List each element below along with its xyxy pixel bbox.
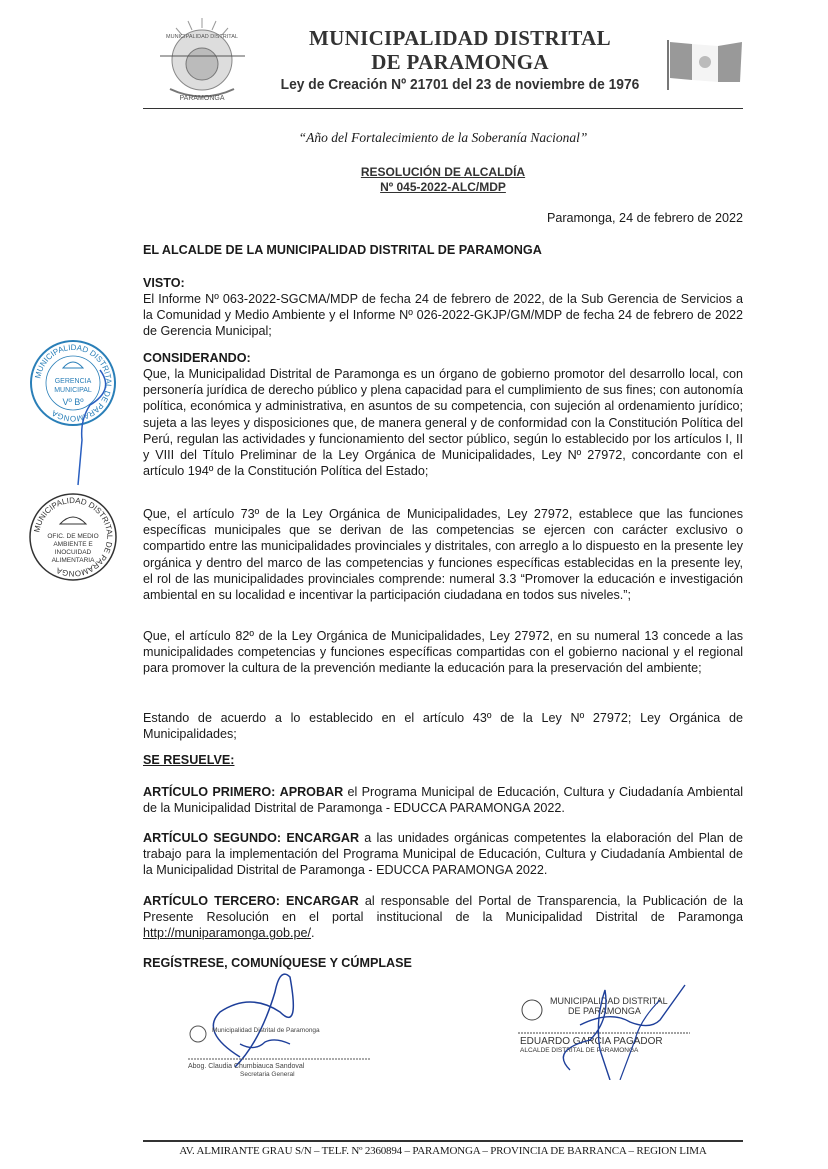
authority-heading: EL ALCALDE DE LA MUNICIPALIDAD DISTRITAL DE PARAMONGA: [143, 243, 542, 257]
considerando-paragraph: Estando de acuerdo a lo establecido en el artículo 43º de la Ley Nº 27972; Ley Orgánica de Municipalidades;: [143, 711, 743, 742]
mayor-entity-line1: MUNICIPALIDAD DISTRITAL: [550, 996, 668, 1006]
considerando-heading: CONSIDERANDO:: [143, 351, 251, 365]
resolution-date: Paramonga, 24 de febrero de 2022: [546, 211, 743, 225]
svg-text:GERENCIA: GERENCIA: [54, 378, 92, 385]
header-title-line2: DE PARAMONGA: [371, 50, 549, 74]
article-verb: ENCARGAR: [286, 894, 359, 908]
article-label: ARTÍCULO PRIMERO:: [143, 785, 276, 799]
mayor-name: EDUARDO GARCIA PAGADOR: [520, 1036, 663, 1047]
article-text: a las unidades orgánicas competentes la elaboración del Plan de trabajo para la implementación del Programa Municipal de Educación, Cultura y Ciudadanía Ambiental de la Municipalidad Distrital de Paramonga - EDUCCA PARAMONGA 2022.: [143, 831, 743, 878]
article-tercero: [143, 893, 743, 942]
svg-text:MUNICIPALIDAD DISTRITAL: MUNICIPALIDAD DISTRITAL: [166, 34, 238, 40]
resolution-number: Nº 045-2022-ALC/MDP: [380, 180, 506, 194]
year-motto: “Año del Fortalecimiento de la Soberanía Nacional”: [298, 130, 588, 145]
footer-address: AV. ALMIRANTE GRAU S/N – TELF. Nº 2360894 – PARAMONGA – PROVINCIA DE BARRANCA – REGION LIMA: [179, 1145, 707, 1157]
portal-link[interactable]: http://muniparamonga.gob.pe/: [143, 926, 312, 941]
article-label: ARTÍCULO TERCERO:: [143, 894, 280, 908]
svg-text:MUNICIPAL: MUNICIPAL: [54, 387, 92, 394]
article-suffix: .: [311, 926, 315, 941]
article-segundo: [143, 830, 743, 879]
se-resuelve-heading: SE RESUELVE:: [143, 753, 235, 767]
resolution-title: RESOLUCIÓN DE ALCALDÍA: [360, 165, 526, 179]
footer-divider: [143, 1140, 743, 1142]
article-primero: [143, 784, 743, 816]
visto-text: El Informe Nº 063-2022-SGCMA/MDP de fecha 24 de febrero de 2022, de la Sub Gerencia de Servicios a la Comunidad y Medio Ambiente y el Informe Nº 026-2022-GKJP/GM/MDP de fecha 24 de febrero de 2022 de Gerencia Municipal;: [143, 292, 743, 339]
svg-text:PARAMONGA: PARAMONGA: [179, 95, 225, 102]
considerando-paragraph: Que, el artículo 73º de la Ley Orgánica de Municipalidades, Ley 27972, establece que las funciones específicas municipales que se derivan de las competencias se ejercen con carácter exclusivo o compartido entre las municipalidades provinciales y distritales, con arreglo a lo dispuesto en la presente ley orgánica y dentro del marco de las competencias y funciones específicas establecidas en la presente ley, el rol de las municipalidades provinciales comprende: numeral 3.3 “Promover la educación e investigación ambiental en su localidad e incentivar la participación ciudadana en todos sus niveles.”;: [143, 507, 743, 603]
mayor-role: ALCALDE DISTRITAL DE PARAMONGA: [520, 1047, 639, 1054]
visto-heading: VISTO:: [143, 276, 185, 290]
article-label: ARTÍCULO SEGUNDO:: [143, 831, 282, 845]
closing-formula: REGÍSTRESE, COMUNÍQUESE Y CÚMPLASE: [143, 956, 412, 970]
svg-text:MUNICIPALIDAD DISTRITAL DE PAR: MUNICIPALIDAD DISTRITAL DE PARAMONGA: [33, 342, 114, 424]
secretary-name: Abog. Claudia Chumbiauca Sandoval: [188, 1063, 305, 1070]
svg-text:OFIC. DE MEDIO: OFIC. DE MEDIO: [47, 533, 99, 540]
secretary-entity: Municipalidad Distrital de Paramonga: [212, 1027, 320, 1034]
considerando-paragraph: Que, el artículo 82º de la Ley Orgánica de Municipalidades, Ley 27972, en su numeral 13 concede a las municipalidades competencias y funciones específicas compartidas con el gobierno nacional y el regional para promover la cultura de la prevención mediante la educación para la preservación del ambiente;: [143, 629, 743, 676]
mayor-signature-block: [510, 980, 700, 1080]
article-text: al responsable del Portal de Transparencia, la Publicación de la Presente Resolución en el portal institucional de la Municipalidad Distrital de Paramonga: [143, 894, 744, 925]
medio-ambiente-stamp: [28, 492, 118, 582]
header-law: Ley de Creación Nº 21701 del 23 de noviembre de 1976: [280, 76, 640, 93]
header-title-line1: MUNICIPALIDAD DISTRITAL: [309, 26, 611, 50]
peru-flag-icon: [666, 38, 746, 90]
svg-text:AMBIENTE E: AMBIENTE E: [53, 541, 93, 548]
svg-text:MUNICIPALIDAD DISTRITAL DE PAR: MUNICIPALIDAD DISTRITAL DE PARAMONGA: [32, 495, 115, 579]
vobo-signature: [60, 360, 120, 490]
secretary-signature-block: [180, 972, 380, 1082]
considerando-paragraph: Que, la Municipalidad Distrital de Paramonga es un órgano de gobierno promotor del desarrollo local, con personería jurídica de derecho público y plena capacidad para el cumplimiento de sus fines; con autonomía política, económica y administrativa, en asuntos de su competencia, con sujeción al ordenamiento jurídico; sujeta a las leyes y disposiciones que, de manera general y de conformidad con la Constitución Política del Perú, regulan las actividades y funcionamiento del sector público, según lo establecido por los artículos I, II y VIII del Título Preliminar de la Ley Orgánica de Municipalidades, Ley Nº 27972, concordante con el artículo 194º de la Constitución Política del Estado;: [143, 367, 743, 479]
secretary-role: Secretaria General: [240, 1071, 295, 1078]
header-divider: [143, 108, 743, 109]
mayor-entity-line2: DE PARAMONGA: [568, 1006, 641, 1016]
svg-text:Vº Bº: Vº Bº: [62, 397, 84, 407]
svg-text:ALIMENTARIA: ALIMENTARIA: [51, 557, 95, 564]
article-verb: ENCARGAR: [286, 831, 360, 845]
svg-text:INOCUIDAD: INOCUIDAD: [54, 549, 92, 556]
article-verb: APROBAR: [279, 785, 344, 799]
article-text: el Programa Municipal de Educación, Cultura y Ciudadanía Ambiental de la Municipalidad Distrital de Paramonga - EDUCCA PARAMONGA 2022.: [143, 785, 743, 816]
